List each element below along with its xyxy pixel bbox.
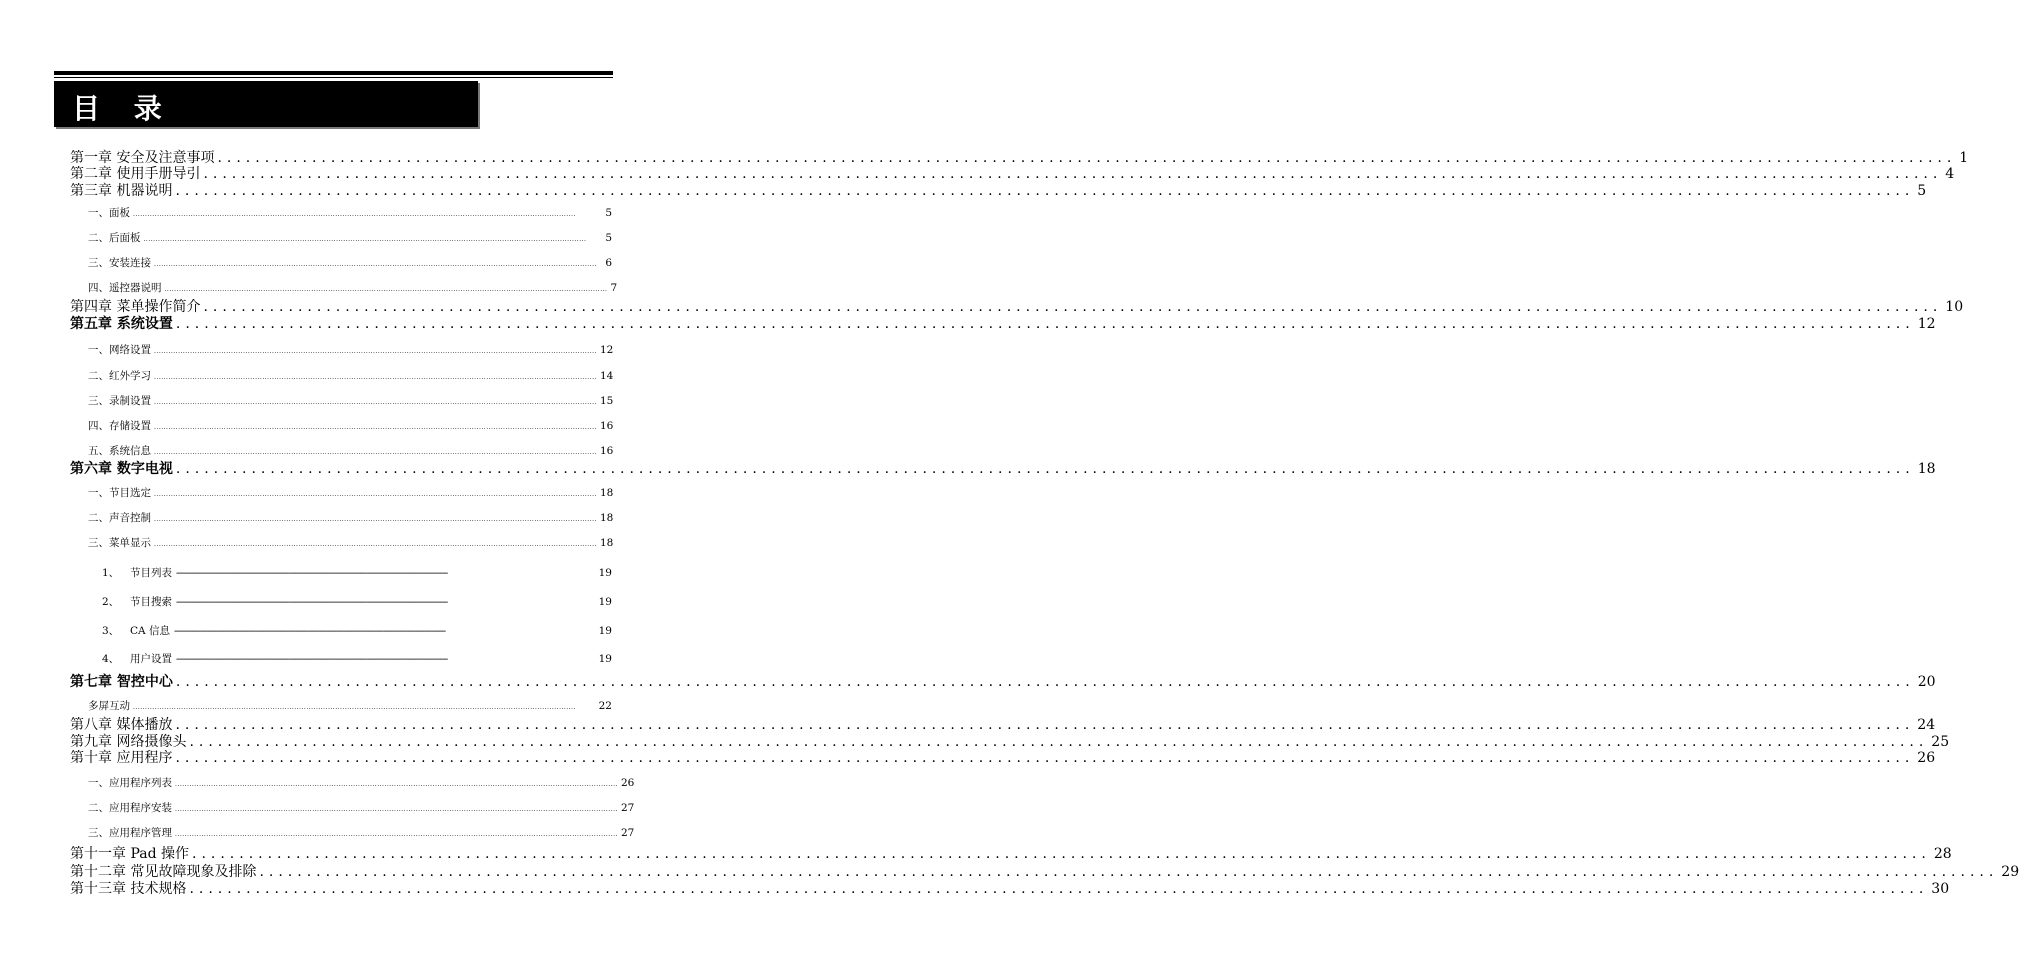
- toc-entry-label: 第六章 数字电视: [70, 461, 173, 477]
- toc-page-number: 7: [610, 282, 618, 294]
- toc-leader: ........................................................................................................................................................................................: [154, 491, 597, 498]
- toc-leader: ........................................................................................................................................................................................: [133, 211, 576, 218]
- toc-entry-label: 第十一章 Pad 操作: [70, 846, 189, 862]
- toc-entry-section[interactable]: [88, 443, 612, 457]
- toc-entry-section[interactable]: [102, 623, 612, 637]
- toc-entry-label: 五、系统信息: [88, 445, 151, 457]
- toc-page-number: 18: [599, 512, 614, 524]
- toc-entry-number: 4、: [102, 653, 120, 665]
- toc-page-number: 16: [599, 445, 614, 457]
- toc-page-number: 29: [2001, 864, 2019, 880]
- toc-page-number: 18: [1917, 461, 1936, 477]
- toc-entry-chapter[interactable]: [70, 163, 1955, 182]
- toc-leader: ........................................................................................................................................................................................: [175, 461, 1915, 477]
- toc-leader: ........................................................................................................................................................................................: [175, 717, 1915, 733]
- toc-entry-label: 三、菜单显示: [88, 537, 151, 549]
- toc-page-number: 16: [599, 420, 614, 432]
- toc-page-number: 10: [1945, 299, 1964, 315]
- toc-entry-label: 一、应用程序列表: [88, 777, 172, 789]
- toc-entry-section[interactable]: [102, 594, 612, 608]
- toc-page-number: 14: [599, 370, 614, 382]
- toc-entry-label: 二、后面板: [88, 232, 141, 244]
- toc-page-number: 12: [599, 344, 614, 356]
- toc-page-number: 18: [599, 487, 614, 499]
- toc-entry-section[interactable]: [102, 651, 612, 665]
- toc-page-number: 26: [620, 777, 635, 789]
- toc-entry-section[interactable]: [88, 393, 612, 407]
- toc-entry-label: 二、应用程序安装: [88, 802, 172, 814]
- toc-leader: ........................................................................................................................................................................................: [175, 316, 1915, 332]
- toc-leader: ........................................................................................................................................................................................: [217, 150, 1957, 166]
- toc-entry-label: 第一章 安全及注意事项: [70, 150, 215, 166]
- toc-entry-chapter[interactable]: [70, 671, 1936, 690]
- toc-page-number: 25: [1931, 734, 1950, 750]
- toc-entry-label: 三、录制设置: [88, 395, 151, 407]
- toc-leader: ------------------------------------------------------------------------------------------------------------------: [173, 626, 446, 637]
- toc-page-number: 15: [599, 395, 614, 407]
- toc-leader: ........................................................................................................................................................................................: [189, 734, 1929, 750]
- toc-entry-chapter[interactable]: [70, 861, 2019, 880]
- toc-page-number: 12: [1917, 316, 1936, 332]
- toc-page-number: 18: [599, 537, 614, 549]
- toc-entry-chapter[interactable]: [70, 747, 1936, 766]
- toc-entry-label: 二、红外学习: [88, 370, 151, 382]
- toc-page-number: 28: [1933, 846, 1952, 862]
- toc-entry-section[interactable]: [88, 510, 612, 524]
- toc-entry-chapter[interactable]: [70, 313, 1936, 332]
- toc-page-number: 19: [598, 653, 612, 665]
- toc-entry-section[interactable]: [88, 230, 612, 244]
- toc-entry-label: 第十章 应用程序: [70, 750, 173, 766]
- toc-page-number: 30: [1931, 881, 1950, 897]
- toc-page-number: 20: [1917, 674, 1936, 690]
- toc-entry-label: 节目搜索: [130, 596, 172, 608]
- toc-leader: ........................................................................................................................................................................................: [175, 750, 1915, 766]
- toc-entry-label: 第八章 媒体播放: [70, 717, 173, 733]
- toc-page-number: 5: [605, 207, 612, 219]
- toc-entry-label: 三、应用程序管理: [88, 827, 172, 839]
- toc-entry-section[interactable]: [88, 800, 635, 814]
- toc-page-number: 19: [598, 567, 612, 579]
- toc-page-number: 5: [605, 232, 612, 244]
- toc-entry-label: 一、面板: [88, 207, 130, 219]
- toc-entry-section[interactable]: [102, 565, 612, 579]
- toc-entry-chapter[interactable]: [70, 714, 1936, 733]
- toc-page-number: 6: [605, 257, 612, 269]
- toc-entry-label: 第十二章 常见故障现象及排除: [70, 864, 257, 880]
- toc-leader: ------------------------------------------------------------------------------------------------------------------: [176, 568, 448, 579]
- toc-leader: ........................................................................................................................................................................................: [154, 449, 597, 456]
- toc-leader: ........................................................................................................................................................................................: [164, 286, 608, 293]
- toc-page-number: 26: [1917, 750, 1936, 766]
- toc-page-number: 24: [1917, 717, 1936, 733]
- toc-entry-section[interactable]: [88, 205, 612, 219]
- toc-leader: ........................................................................................................................................................................................: [154, 348, 597, 355]
- toc-page-number: 5: [1917, 183, 1927, 199]
- toc-leader: ........................................................................................................................................................................................: [154, 374, 597, 381]
- toc-entry-label: 第二章 使用手册导引: [70, 166, 201, 182]
- toc-entry-label: 节目列表: [130, 567, 172, 579]
- toc-entry-section[interactable]: [88, 825, 635, 839]
- toc-entry-number: 1、: [102, 567, 120, 579]
- toc-leader: ........................................................................................................................................................................................: [259, 864, 1999, 880]
- toc-entry-section[interactable]: [88, 280, 618, 294]
- toc-entry-label: 第七章 智控中心: [70, 674, 173, 690]
- toc-leader: ........................................................................................................................................................................................: [143, 236, 587, 243]
- toc-entry-section[interactable]: [88, 485, 612, 499]
- toc-entry-label: 四、遥控器说明: [88, 282, 162, 294]
- toc-entry-label: 三、安装连接: [88, 257, 151, 269]
- toc-entry-chapter[interactable]: [70, 458, 1936, 477]
- toc-entry-section[interactable]: [88, 698, 612, 712]
- toc-entry-label: 一、节目选定: [88, 487, 151, 499]
- toc-entry-section[interactable]: [88, 255, 612, 269]
- toc-leader: ........................................................................................................................................................................................: [203, 166, 1943, 182]
- toc-entry-section[interactable]: [88, 368, 612, 382]
- toc-page-number: 22: [598, 700, 612, 712]
- toc-page-number: 4: [1945, 166, 1955, 182]
- toc-entry-label: 用户设置: [130, 653, 172, 665]
- toc-page-number: 27: [620, 802, 635, 814]
- toc-leader: ........................................................................................................................................................................................: [154, 541, 597, 548]
- toc-entry-section[interactable]: [88, 535, 612, 549]
- toc-entry-label: 第五章 系统设置: [70, 316, 173, 332]
- toc-leader: ........................................................................................................................................................................................: [175, 806, 618, 813]
- toc-entry-label: 第九章 网络摄像头: [70, 734, 187, 750]
- toc-entry-section[interactable]: [88, 418, 612, 432]
- toc-leader: ........................................................................................................................................................................................: [203, 299, 1943, 315]
- toc-entry-label: 一、网络设置: [88, 344, 151, 356]
- page-title: 目 录: [72, 92, 174, 125]
- toc-entry-chapter[interactable]: [70, 878, 1950, 897]
- toc-leader: ........................................................................................................................................................................................: [175, 183, 1915, 199]
- toc-leader: ------------------------------------------------------------------------------------------------------------------: [176, 654, 448, 665]
- toc-entry-chapter[interactable]: [70, 843, 1952, 862]
- toc-leader: ........................................................................................................................................................................................: [189, 881, 1929, 897]
- toc-leader: ------------------------------------------------------------------------------------------------------------------: [176, 597, 448, 608]
- toc-page-number: 27: [620, 827, 635, 839]
- toc-entry-number: 2、: [102, 596, 120, 608]
- toc-entry-label: 四、存储设置: [88, 420, 151, 432]
- toc-entry-label: 二、声音控制: [88, 512, 151, 524]
- toc-leader: ........................................................................................................................................................................................: [192, 846, 1931, 862]
- toc-entry-label: 第十三章 技术规格: [70, 881, 187, 897]
- toc-leader: ........................................................................................................................................................................................: [154, 424, 597, 431]
- toc-entry-section[interactable]: [88, 775, 635, 789]
- toc-entry-label: 多屏互动: [88, 700, 130, 712]
- toc-entry-number: 3、: [102, 625, 120, 637]
- toc-page-number: 19: [598, 625, 612, 637]
- toc-entry-chapter[interactable]: [70, 180, 1927, 199]
- toc-leader: ........................................................................................................................................................................................: [133, 704, 576, 711]
- toc-leader: ........................................................................................................................................................................................: [175, 674, 1915, 690]
- toc-entry-chapter[interactable]: [70, 296, 1964, 315]
- toc-page-number: 19: [598, 596, 612, 608]
- toc-entry-label: 第四章 菜单操作简介: [70, 299, 201, 315]
- toc-leader: ........................................................................................................................................................................................: [154, 516, 597, 523]
- toc-page-number: 1: [1959, 150, 1969, 166]
- toc-entry-label: CA 信息: [130, 625, 170, 637]
- toc-leader: ........................................................................................................................................................................................: [175, 781, 618, 788]
- toc-leader: ........................................................................................................................................................................................: [175, 831, 618, 838]
- toc-entry-label: 第三章 机器说明: [70, 183, 173, 199]
- toc-leader: ........................................................................................................................................................................................: [154, 261, 597, 268]
- toc-leader: ........................................................................................................................................................................................: [154, 399, 597, 406]
- toc-entry-section[interactable]: [88, 342, 612, 356]
